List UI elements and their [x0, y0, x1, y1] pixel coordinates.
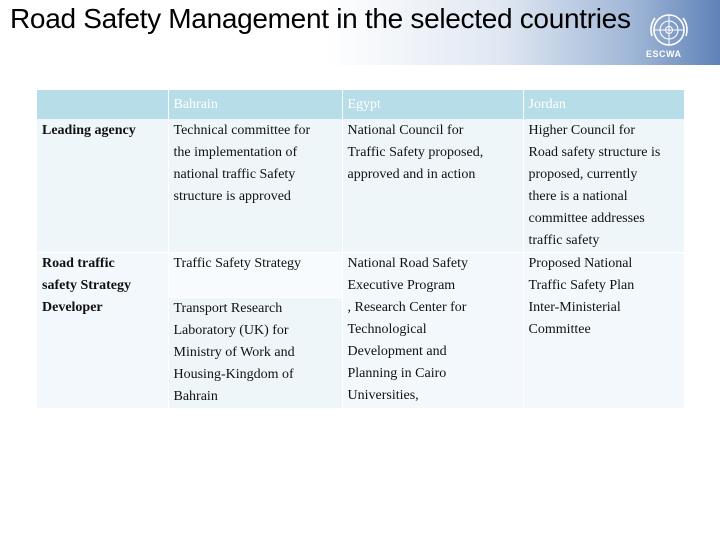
table-header-row [37, 90, 684, 119]
cell-bahrain-strategy: Traffic Safety Strategy [168, 253, 342, 298]
cell-bahrain-leading-agency: Technical committee for the implementation of national traffic Safety structure is approved [168, 119, 342, 253]
cell-jordan-strategy-developer: Proposed National Traffic Safety Plan Inter-Ministerial Committee [523, 253, 684, 409]
slide-title: Road Safety Management in the selected countries [10, 3, 631, 34]
column-header-jordan: Jordan [523, 90, 684, 119]
cell-jordan-leading-agency: Higher Council for Road safety structure is proposed, currently there is a national committee addresses traffic safety [523, 119, 684, 253]
cell-egypt-leading-agency: National Council for Traffic Safety proposed, approved and in action [342, 119, 523, 253]
table-row [37, 119, 684, 253]
table-row [37, 253, 684, 298]
row-label-strategy-developer: Road traffic safety Strategy Developer [37, 253, 168, 409]
row-label-leading-agency: Leading agency [37, 119, 168, 253]
logo-text: ESCWA [646, 49, 682, 59]
cell-bahrain-developer: Transport Research Laboratory (UK) for Ministry of Work and Housing-Kingdom of Bahrain [168, 298, 342, 409]
column-header-egypt: Egypt [342, 90, 523, 119]
column-header-bahrain: Bahrain [168, 90, 342, 119]
road-safety-table [37, 90, 684, 409]
cell-egypt-strategy-developer: National Road Safety Executive Program , Research Center for Technological Development and Planning in Cairo Universities, [342, 253, 523, 409]
column-header-empty [37, 90, 168, 119]
slide-header [0, 0, 720, 65]
